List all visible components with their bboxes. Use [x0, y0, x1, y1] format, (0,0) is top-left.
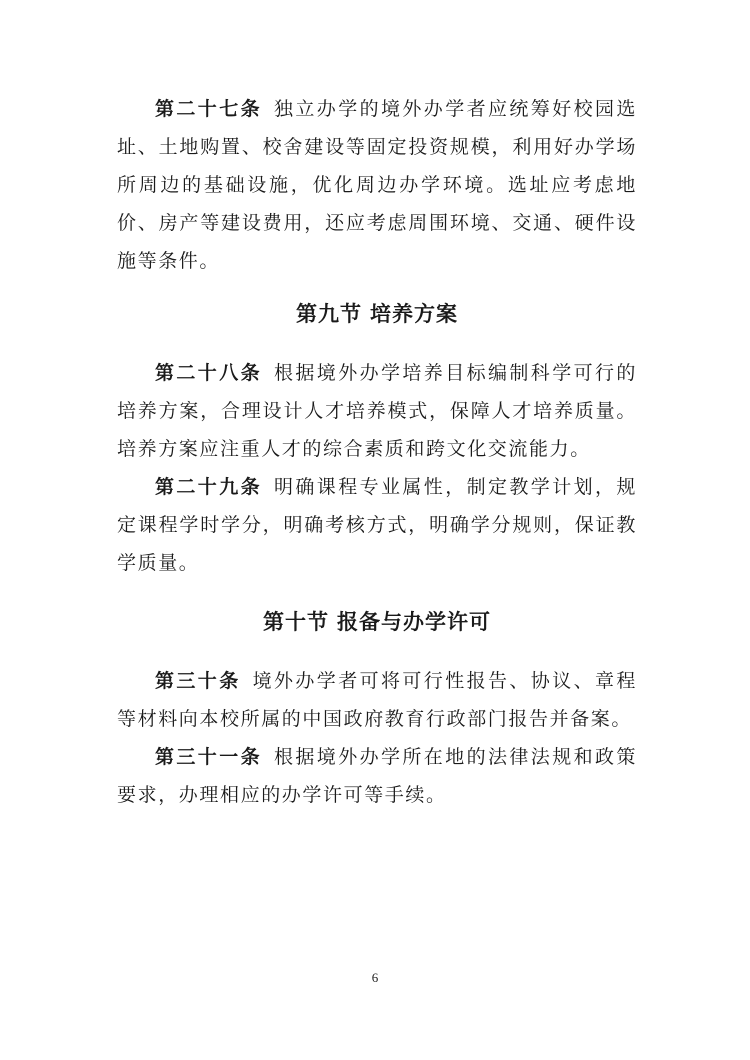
section-heading-9 — [117, 294, 637, 334]
article-28 — [117, 354, 637, 468]
document-body — [117, 90, 637, 814]
page-number: 6 — [371, 970, 379, 985]
article-label: 第三十条 — [155, 670, 241, 692]
article-text: 明确课程专业属性，制定教学计划，规定课程学时学分，明确考核方式，明确学分规则，保证教学质量。 — [117, 476, 637, 574]
article-text: 根据境外办学培养目标编制科学可行的培养方案，合理设计人才培养模式，保障人才培养质量。培养方案应注重人才的综合素质和跨文化交流能力。 — [117, 362, 637, 460]
article-label: 第二十八条 — [155, 362, 262, 384]
section-number: 第十节 — [263, 610, 329, 634]
article-label: 第二十七条 — [155, 98, 262, 120]
article-text: 独立办学的境外办学者应统筹好校园选址、土地购置、校舍建设等固定投资规模，利用好办学场所周边的基础设施，优化周边办学环境。选址应考虑地价、房产等建设费用，还应考虑周围环境、交通、硬件设施等条件。 — [117, 98, 637, 272]
article-27 — [117, 90, 637, 280]
section-title: 培养方案 — [370, 302, 458, 326]
section-title: 报备与办学许可 — [337, 610, 491, 634]
article-29 — [117, 468, 637, 582]
article-30 — [117, 662, 637, 738]
article-label: 第二十九条 — [155, 476, 262, 498]
section-number: 第九节 — [296, 302, 362, 326]
article-label: 第三十一条 — [155, 746, 262, 768]
article-text: 根据境外办学所在地的法律法规和政策要求，办理相应的办学许可等手续。 — [117, 746, 637, 806]
section-heading-10 — [117, 602, 637, 642]
article-text: 境外办学者可将可行性报告、协议、章程等材料向本校所属的中国政府教育行政部门报告并备案。 — [117, 670, 637, 730]
article-31 — [117, 738, 637, 814]
